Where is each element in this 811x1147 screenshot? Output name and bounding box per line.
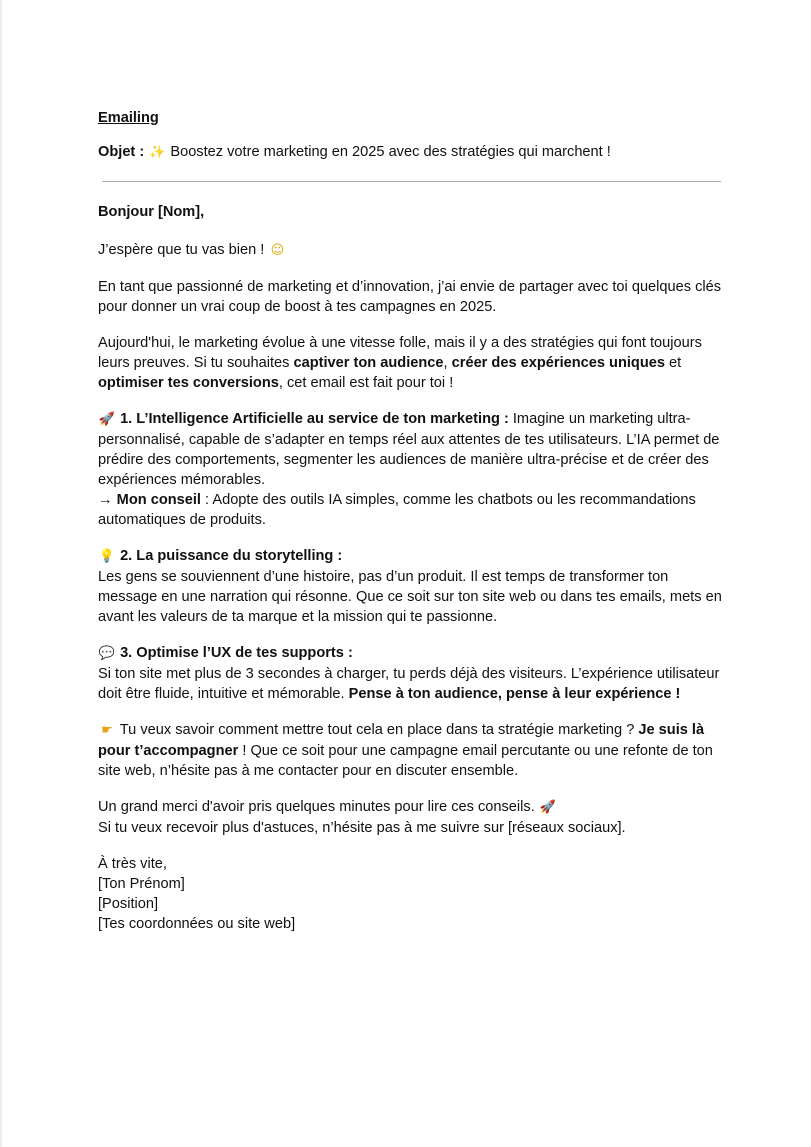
context-bold-conversions: optimiser tes conversions: [98, 375, 279, 391]
cta-bold: Je suis là pour t’accompagner: [98, 722, 705, 759]
rocket-icon: 🚀: [539, 800, 556, 815]
section-storytelling-heading: [98, 546, 723, 567]
signature-contact: [Tes coordonnées ou site web]: [98, 916, 296, 932]
subject-label: Objet :: [98, 144, 145, 160]
context-paragraph: [98, 333, 723, 393]
signature-closing: À très vite,: [98, 856, 167, 872]
document-heading: Emailing: [98, 110, 159, 126]
sparkles-icon: ✨: [149, 145, 166, 160]
signature-name: [Ton Prénom]: [98, 876, 185, 892]
section-storytelling-body: Les gens se souviennent d’une histoire, pas d’un produit. Il est temps de transformer ton message en une narration qui résonne. Que ce soit sur ton site web ou dans tes emails, mets en avant les valeurs de ta marque et la mission qui te passionne.: [98, 569, 722, 625]
context-bold-audience: captiver ton audience: [293, 355, 444, 371]
cta-text-2: ! Que ce soit pour une campagne email percutante ou une refonte de ton site web, n’hésite pas à me contacter pour en discuter ensemble.: [98, 743, 713, 779]
context-text-4: , cet email est fait pour toi !: [278, 375, 454, 391]
section-ai: [98, 409, 723, 530]
tip-text: : Adopte des outils IA simples, comme les chatbots ou les recommandations automatiques de produits.: [98, 492, 696, 528]
pointing-hand-icon: ☛: [101, 723, 113, 738]
section-ux: [98, 643, 723, 704]
section-ux-body: Si ton site met plus de 3 secondes à charger, tu perds déjà des visiteurs. L’expérience utilisateur doit être fluide, intuitive et mémorable.: [98, 666, 720, 702]
thanks-line-2: Si tu veux recevoir plus d'astuces, n’hésite pas à me suivre sur [réseaux sociaux].: [98, 820, 626, 836]
rocket-icon: 🚀: [98, 412, 116, 427]
thanks-text-1: Un grand merci d'avoir pris quelques minutes pour lire ces conseils.: [98, 799, 535, 815]
page-edge: [0, 0, 3, 1147]
thanks-paragraph: [98, 797, 723, 838]
document-body: [98, 108, 723, 950]
thanks-line-1: [98, 797, 723, 818]
section-ux-bold: Pense à ton audience, pense à leur expérience !: [348, 686, 681, 702]
subject-text: Boostez votre marketing en 2025 avec des stratégies qui marchent !: [170, 144, 611, 160]
context-text-3: et: [665, 355, 682, 371]
section-ux-title: 3. Optimise l’UX de tes supports :: [120, 645, 353, 661]
tip-label: Mon conseil: [116, 492, 201, 508]
hope-line: [98, 240, 723, 261]
cta-paragraph: [98, 720, 723, 781]
section-storytelling: [98, 546, 723, 627]
section-storytelling-title: 2. La puissance du storytelling :: [120, 548, 343, 564]
signature-position: [Position]: [98, 896, 159, 912]
section-ai-tip: [98, 490, 723, 530]
context-bold-experiences: créer des expériences uniques: [451, 355, 665, 371]
speech-bubble-icon: 💬: [98, 646, 116, 661]
context-text-2: ,: [443, 355, 452, 371]
smiling-face-icon: ☺: [270, 243, 285, 258]
horizontal-divider: [102, 181, 721, 182]
cta-text-1: Tu veux savoir comment mettre tout cela en place dans ta stratégie marketing ?: [116, 722, 639, 738]
section-ai-body: Imagine un marketing ultra-personnalisé, capable de s’adapter en temps réel aux attentes de tes utilisateurs. L’IA permet de prédire des comportements, segmenter les audiences de manière ultra-précise et de créer des expériences mémorables.: [98, 411, 720, 488]
intro-paragraph: En tant que passionné de marketing et d’innovation, j’ai envie de partager avec toi quelques clés pour donner un vrai coup de boost à tes campagnes en 2025.: [98, 279, 722, 315]
hope-text: J’espère que tu vas bien !: [98, 242, 265, 258]
email-subject-line: [98, 142, 723, 163]
greeting: Bonjour [Nom],: [98, 204, 205, 220]
section-ai-title: 1. L’Intelligence Artificielle au service de ton marketing :: [120, 411, 509, 427]
context-text-1: Aujourd'hui, le marketing évolue à une vitesse folle, mais il y a des stratégies qui font toujours leurs preuves. Si tu souhaites: [98, 335, 702, 371]
section-ux-heading: [98, 643, 723, 664]
light-bulb-icon: 💡: [98, 549, 116, 564]
signature-block: [98, 854, 723, 934]
arrow-right-icon: →: [98, 492, 113, 508]
